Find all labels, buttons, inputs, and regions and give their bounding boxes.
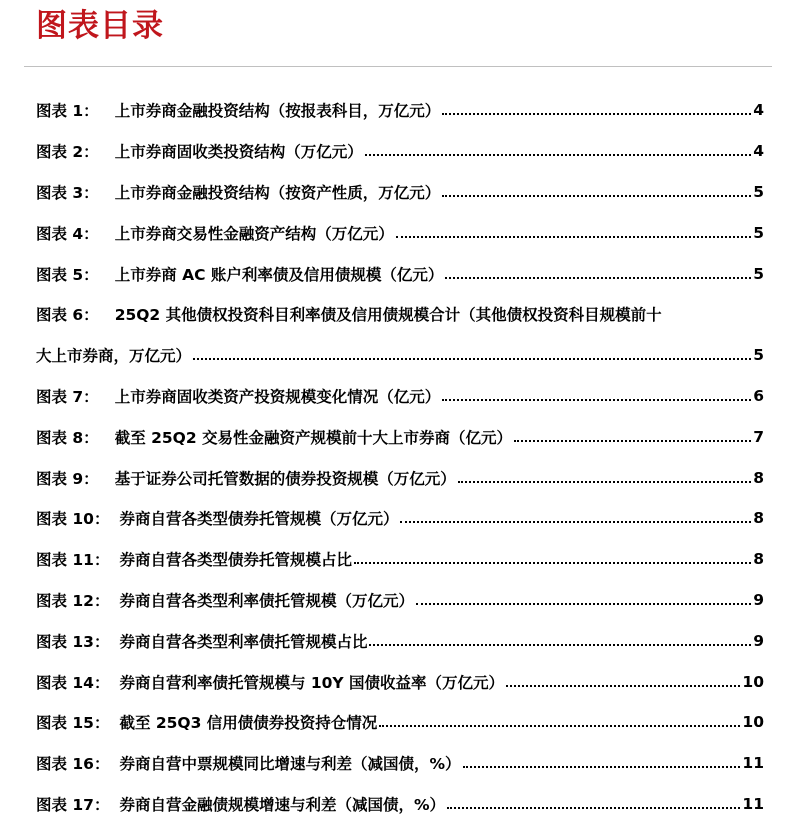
toc-entry[interactable] bbox=[36, 702, 764, 743]
toc-entry-page: 5 bbox=[753, 346, 764, 365]
toc-entry-text: 上市券商固收类资产投资规模变化情况（亿元） bbox=[114, 387, 441, 406]
dot-leader bbox=[442, 399, 751, 401]
toc-entry-page: 10 bbox=[742, 672, 764, 691]
toc-entry-label: 图表 4： bbox=[36, 224, 99, 243]
dot-leader bbox=[354, 562, 751, 564]
toc-entry-text: 上市券商交易性金融资产结构（万亿元） bbox=[114, 224, 394, 243]
toc-entry[interactable] bbox=[36, 253, 764, 294]
toc-entry-page: 4 bbox=[753, 142, 764, 161]
toc-entry-label: 图表 13： bbox=[36, 632, 110, 651]
toc-entry-text: 券商自营各类型债券托管规模（万亿元） bbox=[119, 510, 399, 529]
toc-entry-page: 9 bbox=[753, 590, 764, 609]
dot-leader bbox=[416, 603, 751, 605]
dot-leader bbox=[442, 195, 751, 197]
toc-entry[interactable] bbox=[36, 376, 764, 417]
toc-entry-page: 5 bbox=[753, 264, 764, 283]
toc-entry[interactable] bbox=[36, 784, 764, 824]
dot-leader bbox=[506, 685, 740, 687]
toc-entry-label: 图表 8： bbox=[36, 428, 99, 447]
toc-entry-label: 图表 5： bbox=[36, 265, 99, 284]
toc-entry-label: 图表 14： bbox=[36, 673, 110, 692]
toc-entry-label: 图表 1： bbox=[36, 102, 99, 121]
toc-entry-label: 图表 10： bbox=[36, 510, 110, 529]
toc-entry-label: 图表 15： bbox=[36, 714, 110, 733]
toc-entry-page: 8 bbox=[753, 550, 764, 569]
toc-entry-label: 图表 9： bbox=[36, 469, 99, 488]
dot-leader bbox=[514, 440, 751, 442]
toc-entry-text-continued: 大上市券商，万亿元） bbox=[36, 347, 192, 366]
toc-entry-page: 9 bbox=[753, 631, 764, 650]
toc-entry-text: 上市券商金融投资结构（按报表科目，万亿元） bbox=[114, 102, 441, 121]
toc-entry[interactable] bbox=[36, 172, 764, 213]
dot-leader bbox=[396, 236, 752, 238]
toc-entry-text: 券商自营中票规模同比增速与利差（减国债，%） bbox=[119, 755, 461, 774]
toc-entry-label: 图表 2： bbox=[36, 143, 99, 162]
toc-entry[interactable] bbox=[36, 457, 764, 498]
toc-entry[interactable] bbox=[36, 661, 764, 702]
title-divider bbox=[24, 66, 772, 67]
dot-leader bbox=[447, 807, 740, 809]
toc-entry[interactable] bbox=[36, 90, 764, 131]
toc-entry-page: 5 bbox=[753, 182, 764, 201]
dot-leader bbox=[365, 154, 752, 156]
toc-entry-label: 图表 17： bbox=[36, 795, 110, 814]
toc-entry-page: 11 bbox=[742, 794, 764, 813]
toc-entry[interactable] bbox=[36, 580, 764, 621]
toc-entry-continuation[interactable] bbox=[36, 335, 764, 376]
toc-entry-label: 图表 3： bbox=[36, 183, 99, 202]
dot-leader bbox=[379, 725, 740, 727]
dot-leader bbox=[193, 358, 751, 360]
table-of-figures bbox=[36, 90, 764, 824]
toc-entry-text: 券商自营利率债托管规模与 10Y 国债收益率（万亿元） bbox=[119, 673, 505, 692]
dot-leader bbox=[445, 277, 751, 279]
toc-entry[interactable] bbox=[36, 498, 764, 539]
toc-entry-label: 图表 6： bbox=[36, 306, 99, 325]
toc-entry-text: 25Q2 其他债权投资科目利率债及信用债规模合计（其他债权投资科目规模前十 bbox=[114, 306, 662, 325]
toc-entry-page: 11 bbox=[742, 754, 764, 773]
dot-leader bbox=[442, 113, 751, 115]
toc-entry[interactable] bbox=[36, 131, 764, 172]
toc-entry-label: 图表 16： bbox=[36, 755, 110, 774]
toc-entry-text: 券商自营各类型利率债托管规模（万亿元） bbox=[119, 591, 414, 610]
toc-entry[interactable] bbox=[36, 539, 764, 580]
toc-entry-text: 券商自营各类型债券托管规模占比 bbox=[119, 551, 352, 570]
toc-entry-text: 券商自营各类型利率债托管规模占比 bbox=[119, 632, 368, 651]
toc-entry-label: 图表 7： bbox=[36, 387, 99, 406]
toc-entry-text: 基于证券公司托管数据的债券投资规模（万亿元） bbox=[114, 469, 456, 488]
toc-entry-page: 7 bbox=[753, 427, 764, 446]
dot-leader bbox=[369, 644, 751, 646]
toc-entry-page: 10 bbox=[742, 713, 764, 732]
toc-entry[interactable] bbox=[36, 416, 764, 457]
toc-entry[interactable] bbox=[36, 620, 764, 661]
toc-entry-text: 上市券商 AC 账户利率债及信用债规模（亿元） bbox=[114, 265, 444, 284]
toc-entry-label: 图表 12： bbox=[36, 591, 110, 610]
toc-entry-page: 5 bbox=[753, 223, 764, 242]
toc-entry[interactable] bbox=[36, 212, 764, 253]
toc-entry-page: 8 bbox=[753, 468, 764, 487]
dot-leader bbox=[463, 766, 741, 768]
toc-entry-label: 图表 11： bbox=[36, 551, 110, 570]
toc-entry[interactable] bbox=[36, 294, 764, 335]
toc-entry-page: 8 bbox=[753, 509, 764, 528]
toc-entry-text: 截至 25Q3 信用债债券投资持仓情况 bbox=[119, 714, 378, 733]
dot-leader bbox=[458, 481, 752, 483]
toc-entry-page: 4 bbox=[753, 101, 764, 120]
toc-entry-page: 6 bbox=[753, 386, 764, 405]
toc-entry[interactable] bbox=[36, 743, 764, 784]
toc-entry-text: 上市券商金融投资结构（按资产性质，万亿元） bbox=[114, 183, 441, 202]
dot-leader bbox=[400, 521, 751, 523]
toc-entry-text: 券商自营金融债规模增速与利差（减国债，%） bbox=[119, 795, 446, 814]
toc-title: 图表目录 bbox=[36, 8, 164, 44]
toc-entry-text: 上市券商固收类投资结构（万亿元） bbox=[114, 143, 363, 162]
toc-entry-text: 截至 25Q2 交易性金融资产规模前十大上市券商（亿元） bbox=[114, 428, 513, 447]
